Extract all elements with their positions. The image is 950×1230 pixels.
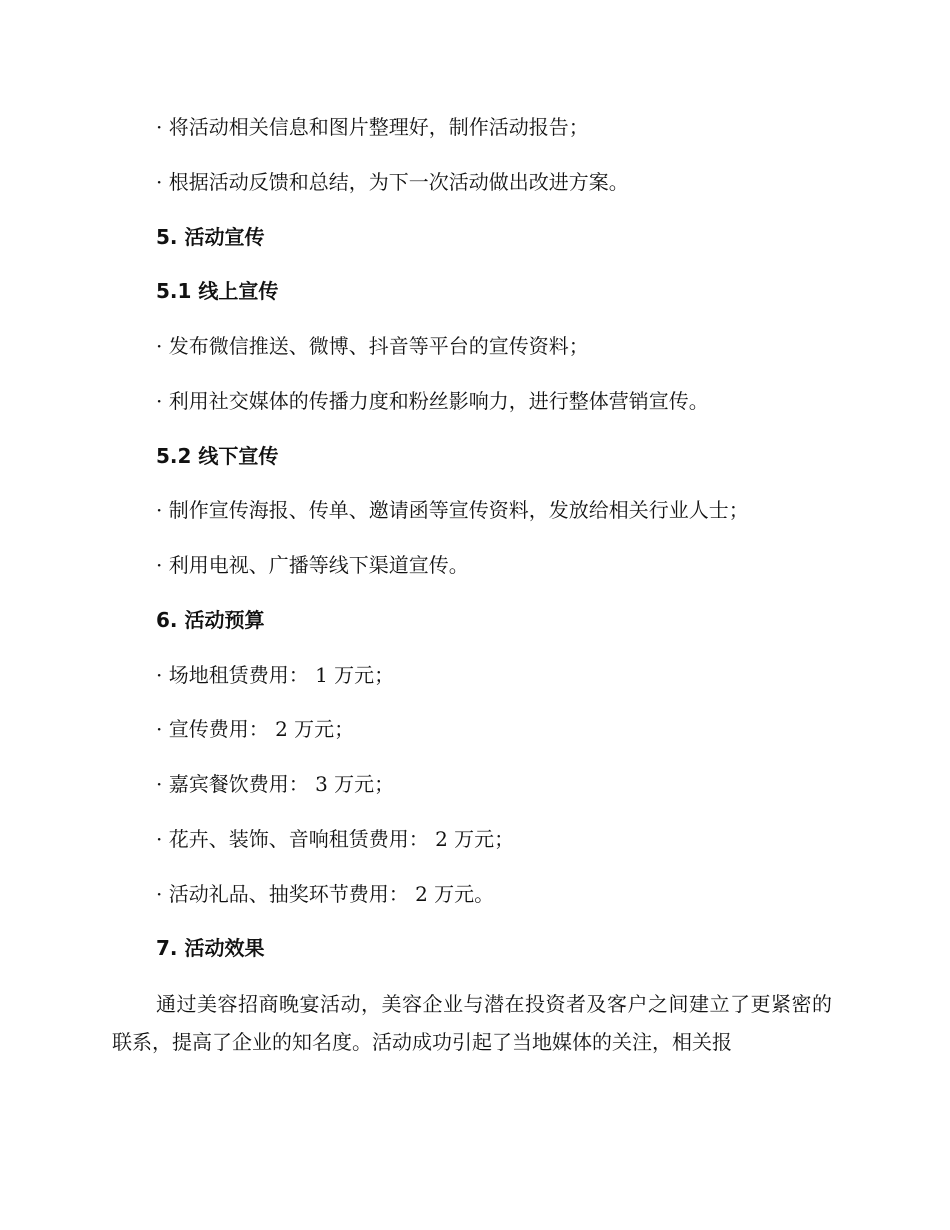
subsection-heading: 5.2 线下宣传 <box>156 444 279 468</box>
section-heading: 7. 活动效果 <box>156 936 265 960</box>
list-item: · 花卉、装饰、音响租赁费用： 2 万元； <box>156 827 515 851</box>
list-item: · 发布微信推送、微博、抖音等平台的宣传资料； <box>156 334 589 358</box>
list-item: · 将活动相关信息和图片整理好，制作活动报告； <box>156 115 589 139</box>
list-item: · 制作宣传海报、传单、邀请函等宣传资料，发放给相关行业人士； <box>156 498 749 522</box>
list-item: · 场地租赁费用： 1 万元； <box>156 663 395 687</box>
list-item: · 活动礼品、抽奖环节费用： 2 万元。 <box>156 882 495 906</box>
list-item: · 利用电视、广播等线下渠道宣传。 <box>156 553 469 577</box>
list-item: · 根据活动反馈和总结，为下一次活动做出改进方案。 <box>156 170 629 194</box>
list-item: · 利用社交媒体的传播力度和粉丝影响力，进行整体营销宣传。 <box>156 389 709 413</box>
section-heading: 6. 活动预算 <box>156 608 265 632</box>
subsection-heading: 5.1 线上宣传 <box>156 279 279 303</box>
list-item: · 嘉宾餐饮费用： 3 万元； <box>156 772 395 796</box>
list-item: · 宣传费用： 2 万元； <box>156 717 355 741</box>
body-paragraph: 通过美容招商晚宴活动，美容企业与潜在投资者及客户之间建立了更紧密的联系，提高了企业的知名度。活动成功引起了当地媒体的关注，相关报 <box>112 992 832 1054</box>
section-heading: 5. 活动宣传 <box>156 225 265 249</box>
